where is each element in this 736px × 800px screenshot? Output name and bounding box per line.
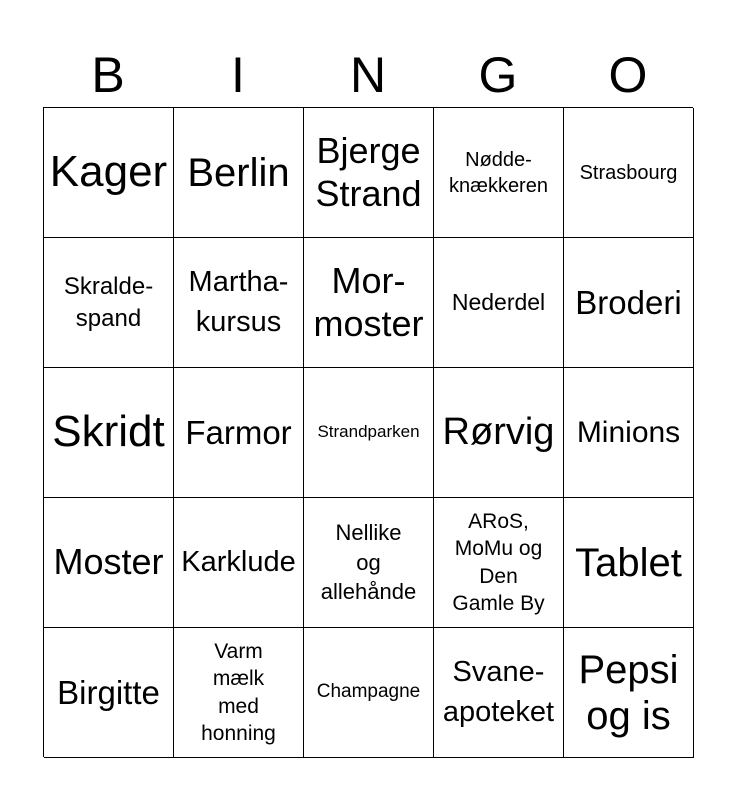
cell-label: Mor- moster (313, 260, 424, 344)
bingo-cell[interactable] (304, 498, 434, 628)
cell-label: Rørvig (442, 410, 555, 453)
bingo-cell[interactable] (434, 368, 564, 498)
bingo-cell[interactable] (44, 108, 174, 238)
cell-label: Kager (49, 147, 168, 197)
cell-label: Bjerge Strand (315, 130, 422, 214)
cell-label: Pepsi og is (578, 647, 679, 738)
cell-label: Moster (53, 541, 164, 583)
bingo-cell[interactable] (564, 238, 694, 368)
cell-label: Varm mælk med honning (201, 639, 276, 745)
cell-label: Minions (576, 416, 681, 449)
bingo-cell[interactable] (174, 628, 304, 758)
bingo-cell[interactable] (434, 108, 564, 238)
bingo-cell[interactable] (174, 108, 304, 238)
cell-label: Broderi (575, 283, 682, 321)
cell-label: Skralde- spand (63, 273, 154, 332)
bingo-cell[interactable] (564, 498, 694, 628)
bingo-board (43, 107, 693, 757)
cell-label: Birgitte (57, 673, 160, 711)
bingo-cell[interactable] (564, 368, 694, 498)
bingo-cell[interactable] (174, 238, 304, 368)
header-letter-o: O (608, 47, 648, 103)
bingo-cell[interactable] (44, 498, 174, 628)
cell-label: Martha- kursus (188, 266, 289, 338)
cell-label: Berlin (187, 150, 290, 195)
header-letter-i: I (231, 47, 245, 103)
cell-label: Skridt (52, 407, 165, 457)
cell-label: Tablet (575, 540, 682, 585)
bingo-cell[interactable] (44, 628, 174, 758)
bingo-cell[interactable] (564, 108, 694, 238)
cell-label: ARoS, MoMu og Den Gamle By (452, 509, 545, 615)
cell-label: Strandparken (317, 422, 420, 442)
cell-label: Strasbourg (579, 161, 678, 184)
cell-label: Nellike og allehånde (320, 519, 417, 605)
header-letter-g: G (478, 47, 518, 103)
bingo-cell[interactable] (304, 368, 434, 498)
bingo-cell[interactable] (434, 498, 564, 628)
bingo-cell[interactable] (304, 628, 434, 758)
cell-label: Nødde- knækkeren (449, 148, 548, 197)
cell-label: Champagne (316, 681, 421, 703)
bingo-cell[interactable] (434, 238, 564, 368)
bingo-cell[interactable] (564, 628, 694, 758)
bingo-cell[interactable] (434, 628, 564, 758)
cell-label: Svane- apoteket (442, 656, 555, 728)
cell-label: Karklude (181, 545, 296, 578)
bingo-cell[interactable] (44, 368, 174, 498)
bingo-header (43, 42, 693, 108)
bingo-cell[interactable] (44, 238, 174, 368)
bingo-cell[interactable] (304, 238, 434, 368)
bingo-cell[interactable] (304, 108, 434, 238)
bingo-cell[interactable] (174, 368, 304, 498)
bingo-cell[interactable] (174, 498, 304, 628)
header-letter-b: B (91, 47, 125, 103)
cell-label: Nederdel (451, 288, 546, 315)
cell-label: Farmor (185, 413, 292, 451)
header-letter-n: N (349, 47, 387, 103)
